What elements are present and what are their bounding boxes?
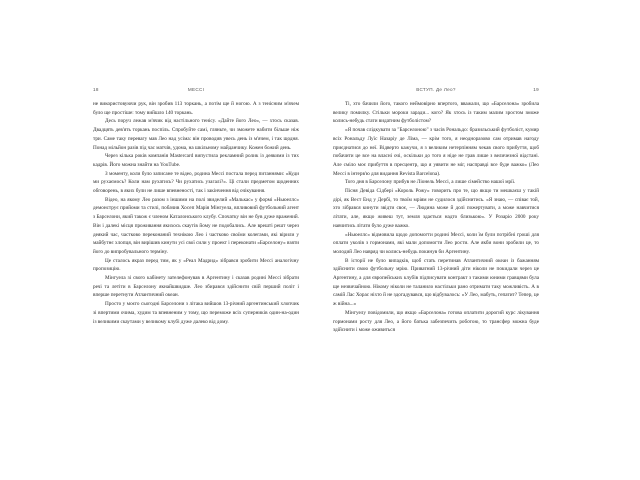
paragraph: В історії не було випадків, щоб стать перетинав Атлантичний океан із бажанням здійснити свою футбольну мрію. Приватний 13-річний діти ніколи не покидали через це Аргентину, а для європейських клубів підписувати контракт з такими юними гравцями була ще незвичайною. Нікому ніколи не таланило настільки рано отримати таку можливість. А в самій Лас Хорас ніхто й не здогадувався, що відбувалось: «У Лео, мабуть, гепатит? Тепер, це ж війна...» [333, 257, 539, 308]
left-running-title: МЕССІ [187, 87, 205, 92]
right-page [333, 86, 539, 335]
right-running-title: ВСТУП. Де Лео? [416, 87, 456, 92]
right-running-head [333, 86, 539, 95]
left-running-head [93, 86, 299, 95]
paragraph: «Ньюеллс» відмовила щодо допомогти родині Мессі, коли їм були потрібні гроші для оплати уколів з гормонами, які мали допомогти Лео рости. Але якби вони зробили це, то молодий Лео навряд чи колись-небудь покинув би Аргентину. [333, 231, 539, 255]
paragraph: Через кілька років компанія Mastercard випустила рекламний ролик із деякими із тих кадрів. Його можна знайти на YouTube. [93, 153, 299, 168]
paragraph: Десь поруч лежав м'ячик від настільного тенісу. «Дайте його Лео», — хтось сказав. Двадцять дев'ять торкань поспіль. Спробуйте самі, гляньте, чи зможете набити більше ніж три. Саме таку перевагу мав Лео над усіма: він проводив увесь день із м'ячем, і так щодня. Понад мільйон разів під час матчів, удома, на шкільному майданчику. Кожен божий день. [93, 118, 299, 151]
right-page-body [333, 100, 539, 335]
left-page [93, 86, 299, 326]
left-page-number: 18 [93, 87, 99, 92]
paragraph: Мінгуела зі свого кабінету зателефонував в Аргентину і сказав родині Мессі зібрати речі та летіти в Барселону якнайшвидше. Лео збирався здійснити свій перший політ і вперше перетнути Атлантичний океан. [93, 275, 299, 299]
paragraph: «Я почав слідкувати за "Барселоною" з часів Рональдо: бразильський футболіст, кумир всіх Рональду Луїс Назаріу де Ліма, — крім того, я неодноразово сам отримав нагоду приєднатися до неї. Відверто кажучи, я з великим нетерпінням чекав свого прибуття, щоб побачити це все на власні очі, оскільки до того я ніде не грав лише з величезної відстані. Але сміло моє прибуття в пресцентр, що я уявити не міг, насправді все буде важко» (Лео Мессі в інтерв'ю для видання Revista Barcelona). [333, 127, 539, 177]
paragraph: Відео, на якому Лео разом з іншими на полі звиделий «Малькас» у формі «Ньюеллс» демонструє прийоми та стилі, побачив Хосеп Марія Мінгуела, впливовий футбольний агент з Барселони, який також є членом Каталонського клубу. Спочатку він не був дуже вражений. Він і далекі місця проживання якихось скаутів йому не подобались. Але врешті решт через деякий час, частково переконаний технікою Лео і частково своїми колегами, які вірили у майбутнє хлопця, він вирішив кинути усі свої сили у проект і переконати «Барселону» взяти його до випробувального терміну. [93, 196, 299, 255]
paragraph: Це сталось якраз перед тим, як у «Реал Мадрид» зібрався зробити Мессі аналогічну пропозицію. [93, 257, 299, 273]
paragraph: не використовуючи рук, він зробив 113 торкань, а потім ще й ногою. А з тенісним м'ячем було ще простіше: тому вийшло 140 торкань. [93, 101, 299, 116]
paragraph: Просто у моєго сьогодні Барселони з літака вийшов 13-річний аргентинський хлопчик зі впертими очима, худим та впевненим у тому, що переможе всіх суперників один-на-один із великими скаутами у великому клубі дуже далеко від дому. [93, 301, 299, 325]
paragraph: Того дня в Барселону прибув не Ліонель Мессі, а лише сімейство нашої мрії. [345, 179, 516, 186]
paragraph: Мінгуелу повідомили, що якщо «Барселона» готова оплатити дорогий курс лікування гормонами росту для Лео, а його батька забезпечить роботою, то трансфер можна буде здійснити і може оживиться [333, 309, 539, 334]
paragraph: З моменту, коли було записане те відео, родина Мессі постала перед питаннями: «Куди ми рухаємось? Коли нам рухатись? Чи рухатись узагалі?». Ці стали предметом щоденних обговорень, в яких були не лише впевненості, так і закінчення від очікування. [93, 170, 299, 195]
left-page-body [93, 100, 299, 326]
paragraph: Ті, хто бачили його, такого неймовірно впертого, вважали, що «Барселона» зробила велику помилку. Стільки мороки заради... кого? Як хтось із таким малим зростом зможе колись-небудь стати видатним футболістом? [333, 101, 539, 125]
right-page-number: 19 [533, 87, 539, 92]
paragraph: Пісня Девіда Сідбері «Король Рожу» говорить про те, що якщо ти мешкаєш у такій дірі, як Вест Енд у Дербі, то твоїм мріям не судилося здійснитись. «Я знаю, — співає той, хто зібрався кинути звідти своє, — Людина може й долі пожертувати, а може навчитися літати, але, якщо живеш тут, земля здається надто близькою». У Розаріо 2000 року навчитись літати було дуже важко. [333, 188, 539, 229]
